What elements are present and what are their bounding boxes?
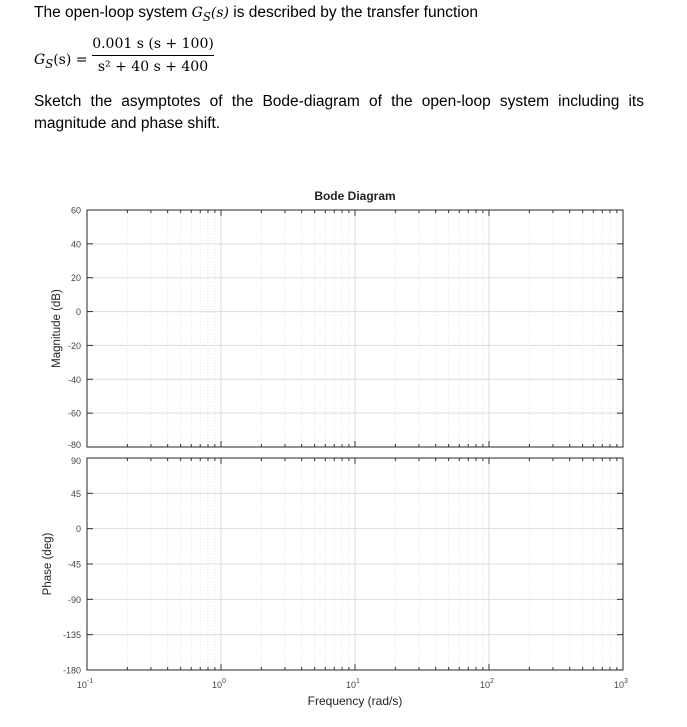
magnitude-y-tick-label: 20 xyxy=(70,273,81,284)
magnitude-y-tick-label: 0 xyxy=(75,307,81,318)
x-tick-label: $10^{-1}$ xyxy=(76,678,94,690)
phase-y-tick-label: 90 xyxy=(70,456,81,466)
magnitude-y-tick-label: -20 xyxy=(67,340,81,351)
phase-y-tick-label: 45 xyxy=(70,488,81,499)
x-tick-label: $10^0$ xyxy=(212,678,226,690)
magnitude-y-tick-label: 60 xyxy=(70,205,81,216)
magnitude-y-tick-label: 40 xyxy=(70,239,81,250)
magnitude-panel xyxy=(51,206,623,451)
magnitude-y-tick-label: -60 xyxy=(67,408,81,419)
task-text: Sketch the asymptotes of the Bode-diagram of the open-loop system including its magnitude and phase shift. xyxy=(34,93,644,132)
x-tick-label: $10^3$ xyxy=(614,678,628,690)
intro-transfer-symbol: $G_S(s)$ xyxy=(191,5,229,24)
magnitude-y-tick-label: -40 xyxy=(67,374,81,385)
magnitude-y-axis-label: Magnitude (dB) xyxy=(51,289,63,368)
x-tick-label: $10^1$ xyxy=(346,678,360,690)
chart-title: Bode Diagram xyxy=(314,189,396,203)
phase-y-tick-label: -90 xyxy=(67,594,81,605)
intro-prefix: The open-loop system xyxy=(34,4,192,21)
x-axis-label: Frequency (rad/s) xyxy=(307,694,403,708)
phase-y-tick-label: 0 xyxy=(75,524,81,535)
x-tick-label: $10^2$ xyxy=(480,678,494,690)
intro-suffix: is described by the transfer function xyxy=(228,4,478,21)
phase-y-tick-label: -180 xyxy=(62,665,81,676)
phase-y-tick-label: -135 xyxy=(62,630,81,641)
chart-panels xyxy=(42,206,628,691)
phase-panel xyxy=(42,456,623,676)
equation-numerator: 0.001 s (s + 100) xyxy=(92,36,214,52)
equation-denominator: s² + 40 s + 400 xyxy=(97,59,209,75)
equation-lhs: $G_S(s)$ = xyxy=(34,52,88,71)
magnitude-y-tick-label: -80 xyxy=(67,440,81,450)
phase-y-tick-label: -45 xyxy=(67,559,81,570)
phase-y-axis-label: Phase (deg) xyxy=(42,532,54,596)
